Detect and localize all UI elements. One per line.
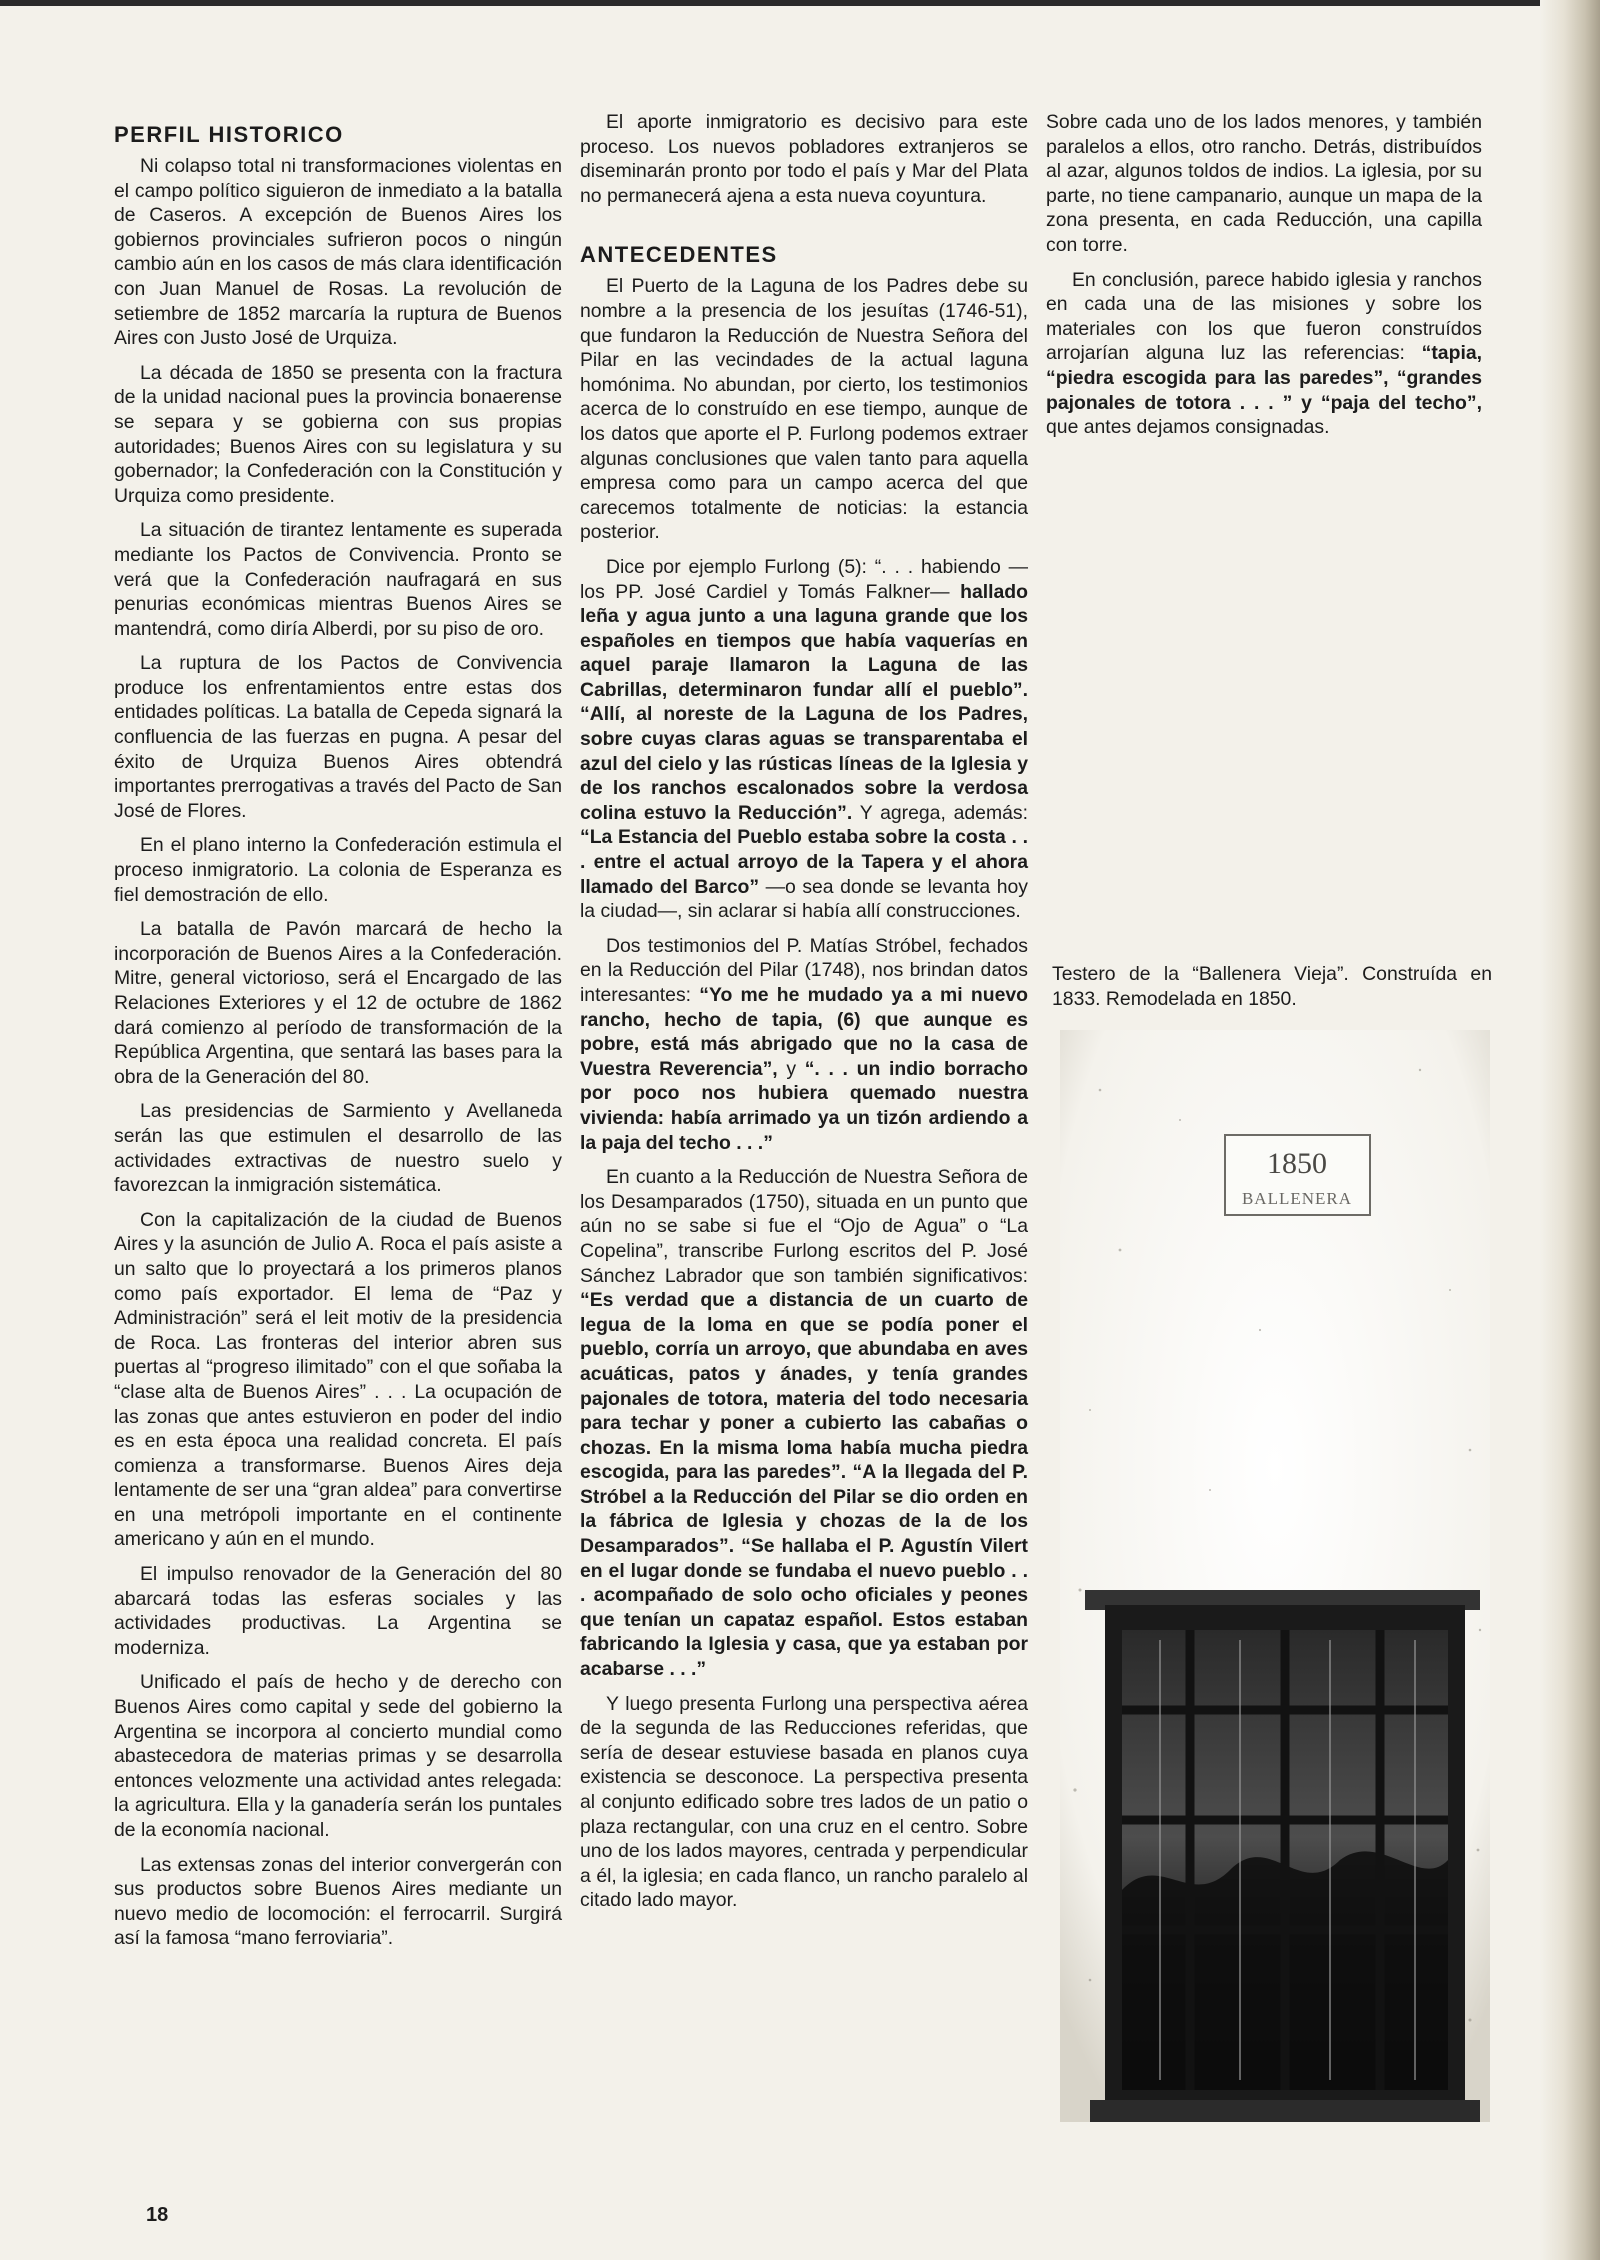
text-run: En conclusión, parece habido iglesia y ranchos en cada una de las misiones y sobre los materiales con los que fueron construídos arrojarían alguna luz las referencias:	[1046, 268, 1482, 365]
paragraph: Las extensas zonas del interior convergerán con sus productos sobre Buenos Aires mediante un nuevo medio de locomoción: el ferrocarril. Surgirá así la famosa “mano ferroviaria”.	[114, 1853, 562, 1950]
quote-bold: “Es verdad que a distancia de un cuarto de legua de la loma en que se podía poner el pueblo, corría un arroyo, que abundaba en aves acuáticas, patos y ánades, y tenía grandes pajonales de totora, materia del todo necesaria para techar y poner a cubierto las cabañas o chozas. En la misma loma había mucha piedra escogida, para las paredes”. “A la llegada del P. Stróbel a la Reducción del Pilar se dio orden en la fábrica de Iglesia y chozas de la de los Desamparados”. “Se hallaba el P. Agustín Vilert en el lugar donde se fundaba el nuevo pueblo . . . acompañado de solo ocho oficiales y peones que tenían un capataz español. Estos estaban fabricando la Iglesia y casa, que ya estaban por acabarse . . .”	[580, 1289, 1028, 1681]
text-run: Y agrega, además:	[852, 801, 1028, 824]
page-number: 18	[146, 2204, 169, 2226]
paragraph: Sobre cada uno de los lados menores, y también paralelos a ellos, otro rancho. Detrás, distribuídos al azar, algunos toldos de indios. La iglesia, por su parte, no tiene campanario, aunque un mapa de la zona presenta, en cada Reducción, una capilla con torre.	[1046, 111, 1482, 256]
sign-name: BALLENERA	[1241, 1189, 1353, 1208]
page-binding-shadow	[1540, 0, 1600, 2260]
paragraph-intro: El aporte inmigratorio es decisivo para este proceso. Los nuevos pobladores extranjeros se diseminarán pronto por todo el país y Mar del Plata no permanecerá ajena a esta nueva coyuntura.	[580, 111, 1028, 207]
ballenera-window-photo	[1060, 1030, 1490, 2122]
paragraph-desamparados	[580, 1165, 1028, 1681]
paragraph: El impulso renovador de la Generación del 80 abarcará todas las esferas sociales y las actividades productivas. La Argentina se moderniza.	[114, 1563, 562, 1659]
paragraph: La década de 1850 se presenta con la fractura de la unidad nacional pues la provincia bonaerense se separa y se gobierna con sus propias autoridades; Buenos Aires con su legislatura y su gobernador; la Confederación con la Constitución y Urquiza como presidente.	[114, 361, 562, 507]
quote-bold: “Yo me he mudado ya a mi nuevo rancho, hecho de tapia, (6) que aunque es pobre, está más abrigado que no la casa de Vuestra Reverencia”,	[580, 984, 1028, 1080]
text-run: que antes dejamos consignadas.	[1046, 416, 1330, 439]
sign-year: 1850	[1267, 1147, 1327, 1180]
text-run: —los PP. José Cardiel y Tomás Falkner—	[580, 555, 1028, 603]
heading-antecedentes: ANTECEDENTES	[580, 242, 778, 268]
quote-bold: “tapia, “piedra escogida para las paredes”, “grandes pajonales de totora . . . ” y “paja del techo”,	[1046, 342, 1482, 414]
quote-bold: hallado leña y agua junto a una laguna grande que los españoles en tiempos que había vaquerías en aquel paraje llamaron la Laguna de las Cabrillas, determinaron fundar allí el pueblo”. “Allí, al noreste de la Laguna de los Padres, sobre cuyas claras aguas se transparentaba el azul del cielo y las rústicas líneas de la Iglesia y de los ranchos escalonados sobre la verdosa colina estuvo la Reducción”.	[580, 580, 1028, 824]
paragraph: El Puerto de la Laguna de los Padres debe su nombre a la presencia de los jesuítas (1746-51), que fundaron la Reducción de Nuestra Señora del Pilar en las vecindades de la actual laguna homónima. No abundan, por cierto, los testimonios acerca de lo construído en ese tiempo, aunque de los datos que aporte el P. Furlong podemos extraer algunas conclusiones que valen tanto para aquella empresa como para un campo acerca del que carecemos totalmente de noticias: la estancia posterior.	[580, 275, 1028, 544]
column-1	[114, 110, 562, 1961]
paragraph: En el plano interno la Confederación estimula el proceso inmigratorio. La colonia de Esperanza es fiel demostración de ello.	[114, 834, 562, 906]
paragraph: La batalla de Pavón marcará de hecho la incorporación de Buenos Aires a la Confederación. Mitre, general victorioso, será el Encargado de las Relaciones Exteriores y el 12 de octubre de 1862 dará comienzo al período de transformación de la República Argentina, que sentará las bases para la obra de la Generación del 80.	[114, 918, 562, 1088]
photo-caption: Testero de la “Ballenera Vieja”. Construída en 1833. Remodelada en 1850.	[1052, 963, 1492, 1010]
text-run: Dos testimonios del P. Matías Stróbel, fechados en la Reducción del Pilar (1748), nos brindan datos interesantes:	[580, 934, 1028, 1006]
text-run: Dice por ejemplo Furlong (5): “. . . habiendo	[606, 555, 1001, 578]
paragraph: Las presidencias de Sarmiento y Avellaneda serán las que estimulen el desarrollo de las actividades extractivas de nuestro suelo y favorezcan la inmigración sistemática.	[114, 1100, 562, 1197]
text-run: y	[777, 1057, 805, 1080]
paragraph: La situación de tirantez lentamente es superada mediante los Pactos de Convivencia. Pronto se verá que la Confederación naufragará en sus penurias económicas mientras Buenos Aires se mantendrá, como diría Alberdi, por su piso de oro.	[114, 519, 562, 640]
paragraph-strobel	[580, 934, 1028, 1155]
window-photo-illustration	[1060, 1030, 1490, 2122]
paragraph: Con la capitalización de la ciudad de Buenos Aires y la asunción de Julio A. Roca el país asiste a un salto que lo proyectará a los primeros planos como país exportador. El lema de “Paz y Administración” será el leit motiv de la presidencia de Roca. Las fronteras del interior abren sus puertas al “progreso ilimitado” con el que soñaba la “clase alta de Buenos Aires” . . . La ocupación de las zonas que antes estuvieron en poder del indio es en esta época una realidad concreta. El país comienza a transformarse. Buenos Aires deja lentamente de ser una “gran aldea” para convertirse en una metrópoli importante en el continente americano y aún en el mundo.	[114, 1208, 562, 1551]
paragraph: Unificado el país de hecho y de derecho con Buenos Aires como capital y sede del gobierno la Argentina se incorpora al concierto mundial como abastecedora de materias primas y se desarrolla entonces velozmente una actividad antes relegada: la agricultura. Ella y la ganadería serán los puntales de la economía nacional.	[114, 1671, 562, 1841]
quote-bold: “. . . un indio borracho por poco nos hubiera quemado nuestra vivienda: había arrimado ya un tizón ardiendo a la paja del techo . . .”	[580, 1057, 1028, 1154]
heading-perfil-historico: PERFIL HISTORICO	[114, 122, 344, 147]
quote-bold: “La Estancia del Pueblo estaba sobre la costa . . . entre el actual arroyo de la Tapera y el ahora llamado del Barco”	[580, 826, 1028, 898]
paragraph: Y luego presenta Furlong una perspectiva aérea de la segunda de las Reducciones referidas, que sería de desear estuviese basada en planos cuya existencia se desconoce. La perspectiva presenta al conjunto edificado sobre tres lados de un patio o plaza rectangular, con una cruz en el centro. Sobre uno de los lados mayores, centrada y perpendicular a él, la iglesia; en cada flanco, un rancho paralelo al citado lado mayor.	[580, 1692, 1028, 1912]
paragraph: La ruptura de los Pactos de Convivencia produce los enfrentamientos entre estas dos entidades políticas. La batalla de Cepeda signará la confluencia de las fuerzas en pugna. A pesar del éxito de Urquiza Buenos Aires obtendrá importantes prerrogativas a través del Pacto de San José de Flores.	[114, 652, 562, 822]
paragraph: Ni colapso total ni transformaciones violentas en el campo político siguieron de inmediato a la batalla de Caseros. A excepción de Buenos Aires los gobiernos provinciales sufrieron pocos o ningún cambio aún en los casos de más clara identificación con Juan Manuel de Rosas. La revolución de setiembre de 1852 marcaría la ruptura de Buenos Aires con Justo José de Urquiza.	[114, 155, 562, 350]
text-run: —o sea donde se levanta hoy la ciudad—, sin aclarar si había allí construcciones.	[580, 875, 1028, 923]
paragraph-furlong-quote	[580, 555, 1028, 924]
column-2	[580, 110, 1028, 1923]
text-run: En cuanto a la Reducción de Nuestra Señora de los Desamparados (1750), situada en un punto que aún no se sabe si fue el “Ojo de Agua” o “La Copelina”, transcribe Furlong escritos del P. José Sánchez Labrador que son también significativos:	[580, 1166, 1028, 1287]
top-rule	[0, 0, 1600, 6]
paragraph-conclusion	[1046, 268, 1482, 440]
column-3	[1046, 110, 1482, 450]
